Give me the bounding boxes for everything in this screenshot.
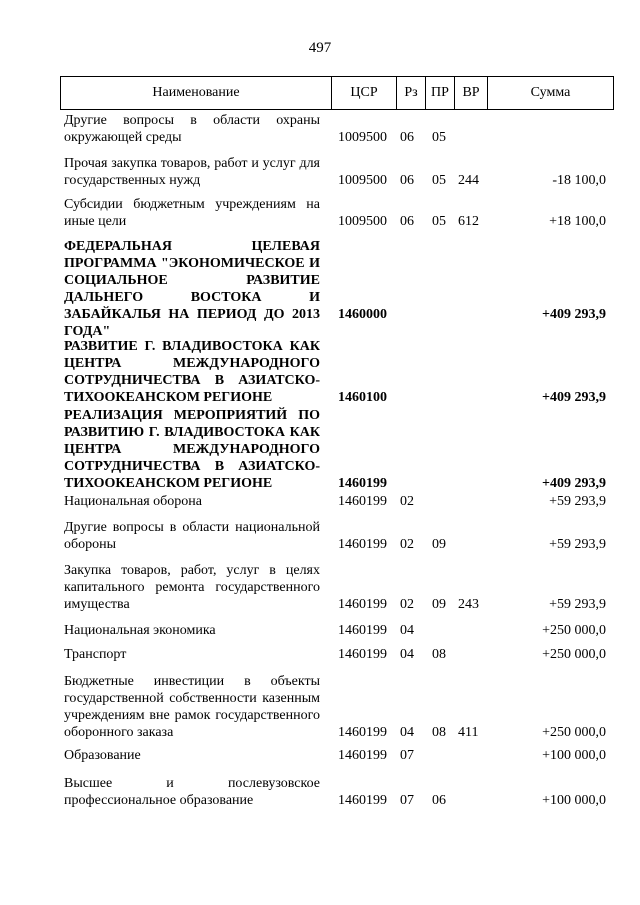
row-name: Образование: [64, 748, 141, 763]
column-header-vr: ВР: [455, 77, 488, 110]
row-csr: 1009500: [338, 173, 387, 188]
row-pr: 05: [432, 173, 446, 188]
row-vr: 411: [458, 725, 479, 740]
table-row: [0, 519, 640, 553]
row-name: Высшее и послевузовское профессиональное образование: [64, 776, 320, 808]
table-row: [0, 622, 640, 639]
row-csr: 1460199: [338, 537, 387, 552]
row-name: Другие вопросы в области охраны окружающей среды: [64, 113, 320, 145]
table-row: [0, 493, 640, 510]
table-row: [0, 747, 640, 764]
row-sum: +409 293,9: [542, 307, 606, 322]
row-rz: 07: [400, 793, 414, 808]
row-sum: +100 000,0: [542, 793, 606, 808]
table-row: [0, 155, 640, 189]
row-name: Прочая закупка товаров, работ и услуг для государственных нужд: [64, 156, 320, 188]
row-csr: 1460199: [338, 476, 387, 491]
row-csr: 1460199: [338, 597, 387, 612]
row-name: РАЗВИТИЕ Г. ВЛАДИВОСТОКА КАК ЦЕНТРА МЕЖДУНАРОДНОГО СОТРУДНИЧЕСТВА В АЗИАТСКО-ТИХООКЕАНСКОМ РЕГИОНЕ: [64, 339, 320, 405]
table-row: [0, 196, 640, 230]
row-csr: 1460100: [338, 390, 387, 405]
row-sum: +18 100,0: [549, 214, 606, 229]
row-rz: 04: [400, 623, 414, 638]
table-row: [0, 338, 640, 406]
row-csr: 1460199: [338, 725, 387, 740]
row-csr: 1460199: [338, 494, 387, 509]
row-name: Закупка товаров, работ, услуг в целях капитального ремонта государственного имущества: [64, 563, 320, 612]
table-row: [0, 562, 640, 613]
row-name: ФЕДЕРАЛЬНАЯ ЦЕЛЕВАЯ ПРОГРАММА "ЭКОНОМИЧЕСКОЕ И СОЦИАЛЬНОЕ РАЗВИТИЕ ДАЛЬНЕГО ВОСТОКА И ЗАБАЙКАЛЬЯ НА ПЕРИОД ДО 2013 ГОДА": [64, 239, 320, 339]
row-sum: +59 293,9: [549, 537, 606, 552]
row-vr: 243: [458, 597, 479, 612]
row-sum: +100 000,0: [542, 748, 606, 763]
row-pr: 08: [432, 725, 446, 740]
row-name: Национальная оборона: [64, 494, 202, 509]
row-sum: +59 293,9: [549, 494, 606, 509]
row-sum: +59 293,9: [549, 597, 606, 612]
row-pr: 09: [432, 597, 446, 612]
table-row: [0, 407, 640, 492]
table-row: [0, 112, 640, 146]
row-name: РЕАЛИЗАЦИЯ МЕРОПРИЯТИЙ ПО РАЗВИТИЮ Г. ВЛАДИВОСТОКА КАК ЦЕНТРА МЕЖДУНАРОДНОГО СОТРУДНИЧЕСТВА В АЗИАТСКО-ТИХООКЕАНСКОМ РЕГИОНЕ: [64, 408, 320, 491]
row-pr: 05: [432, 214, 446, 229]
row-name: Транспорт: [64, 647, 127, 662]
row-rz: 06: [400, 130, 414, 145]
row-name: Национальная экономика: [64, 623, 216, 638]
row-vr: 244: [458, 173, 479, 188]
row-sum: +250 000,0: [542, 623, 606, 638]
row-csr: 1460199: [338, 647, 387, 662]
row-rz: 04: [400, 725, 414, 740]
row-pr: 05: [432, 130, 446, 145]
row-csr: 1460199: [338, 623, 387, 638]
column-header-name: Наименование: [61, 77, 332, 110]
table-header: [60, 76, 614, 110]
row-rz: 02: [400, 494, 414, 509]
row-csr: 1460000: [338, 307, 387, 322]
table-row: [0, 238, 640, 339]
table-row: [0, 646, 640, 663]
row-sum: +409 293,9: [542, 390, 606, 405]
row-rz: 02: [400, 597, 414, 612]
row-vr: 612: [458, 214, 479, 229]
page-number: 497: [308, 40, 332, 56]
row-sum: -18 100,0: [552, 173, 606, 188]
row-pr: 06: [432, 793, 446, 808]
row-rz: 07: [400, 748, 414, 763]
row-name: Другие вопросы в области национальной обороны: [64, 520, 320, 552]
column-header-sum: Сумма: [488, 77, 614, 110]
row-sum: +250 000,0: [542, 647, 606, 662]
row-csr: 1460199: [338, 748, 387, 763]
row-csr: 1460199: [338, 793, 387, 808]
row-name: Субсидии бюджетным учреждениям на иные цели: [64, 197, 320, 229]
row-rz: 06: [400, 173, 414, 188]
row-rz: 06: [400, 214, 414, 229]
row-rz: 02: [400, 537, 414, 552]
row-name: Бюджетные инвестиции в объекты государственной собственности казенным учреждениям вне рамок государственного оборонного заказа: [64, 674, 320, 740]
row-csr: 1009500: [338, 130, 387, 145]
column-header-csr: ЦСР: [332, 77, 397, 110]
table-row: [0, 775, 640, 809]
row-sum: +250 000,0: [542, 725, 606, 740]
row-pr: 09: [432, 537, 446, 552]
row-csr: 1009500: [338, 214, 387, 229]
column-header-pr: ПР: [426, 77, 455, 110]
column-header-rz: Рз: [397, 77, 426, 110]
row-pr: 08: [432, 647, 446, 662]
row-sum: +409 293,9: [542, 476, 606, 491]
table-row: [0, 673, 640, 741]
row-rz: 04: [400, 647, 414, 662]
